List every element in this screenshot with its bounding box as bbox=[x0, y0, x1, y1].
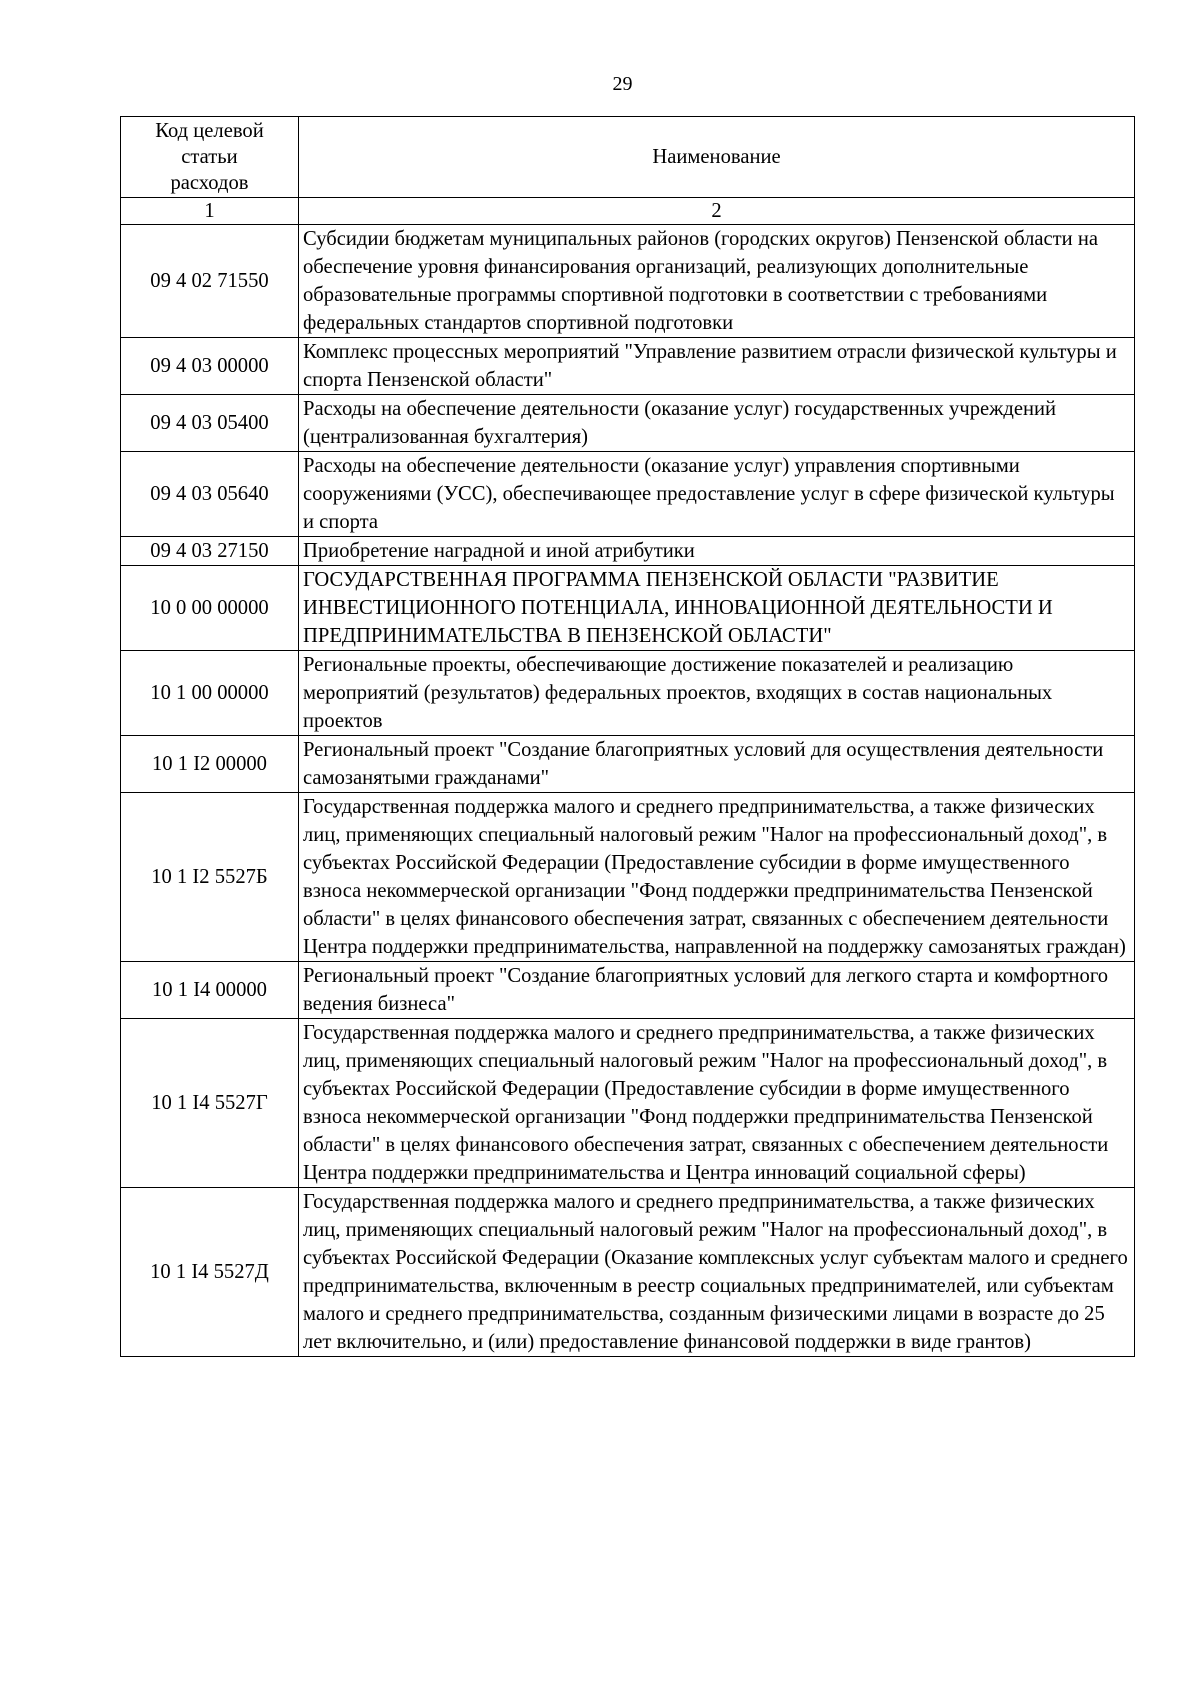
code-cell: 09 4 03 00000 bbox=[121, 338, 299, 395]
page-number: 29 bbox=[612, 73, 633, 95]
name-cell: Государственная поддержка малого и среднего предпринимательства, а также физических лиц, применяющих специальный налоговый режим "Налог на профессиональный доход", в субъектах Российской Федерации (Оказание комплексных услуг субъектам малого и среднего предпринимательства, включенным в реестр социальных предпринимателей, или субъектам малого и среднего предпринимательства, созданным физическими лицами в возрасте до 25 лет включительно, и (или) предоставление финансовой поддержки в виде грантов) bbox=[299, 1188, 1135, 1357]
column-number-1: 1 bbox=[121, 198, 299, 225]
code-cell: 10 1 I2 5527Б bbox=[121, 793, 299, 962]
table-row bbox=[121, 651, 1135, 736]
code-cell: 10 0 00 00000 bbox=[121, 566, 299, 651]
header-code-line: статьи bbox=[181, 146, 238, 168]
code-cell: 10 1 00 00000 bbox=[121, 651, 299, 736]
table-row bbox=[121, 537, 1135, 566]
name-cell: Региональные проекты, обеспечивающие достижение показателей и реализацию мероприятий (результатов) федеральных проектов, входящих в состав национальных проектов bbox=[299, 651, 1135, 736]
code-cell: 09 4 03 27150 bbox=[121, 537, 299, 566]
code-cell: 09 4 02 71550 bbox=[121, 225, 299, 338]
code-cell: 10 1 I4 5527Г bbox=[121, 1019, 299, 1188]
name-cell: Субсидии бюджетам муниципальных районов (городских округов) Пензенской области на обеспечение уровня финансирования организаций, реализующих дополнительные образовательные программы спортивной подготовки в соответствии с требованиями федеральных стандартов спортивной подготовки bbox=[299, 225, 1135, 338]
name-cell: Государственная поддержка малого и среднего предпринимательства, а также физических лиц, применяющих специальный налоговый режим "Налог на профессиональный доход", в субъектах Российской Федерации (Предоставление субсидии в форме имущественного взноса некоммерческой организации "Фонд поддержки предпринимательства Пензенской области" в целях финансового обеспечения затрат, связанных с обеспечением деятельности Центра поддержки предпринимательства, направленной на поддержку самозанятых граждан) bbox=[299, 793, 1135, 962]
code-cell: 10 1 I2 00000 bbox=[121, 736, 299, 793]
name-cell: Региональный проект "Создание благоприятных условий для легкого старта и комфортного ведения бизнеса" bbox=[299, 962, 1135, 1019]
name-cell: Государственная поддержка малого и среднего предпринимательства, а также физических лиц, применяющих специальный налоговый режим "Налог на профессиональный доход", в субъектах Российской Федерации (Предоставление субсидии в форме имущественного взноса некоммерческой организации "Фонд поддержки предпринимательства Пензенской области" в целях финансового обеспечения затрат, связанных с обеспечением деятельности Центра поддержки предпринимательства и Центра инноваций социальной сферы) bbox=[299, 1019, 1135, 1188]
code-cell: 09 4 03 05400 bbox=[121, 395, 299, 452]
name-cell: Расходы на обеспечение деятельности (оказание услуг) государственных учреждений (централизованная бухгалтерия) bbox=[299, 395, 1135, 452]
table-row bbox=[121, 395, 1135, 452]
code-cell: 10 1 I4 5527Д bbox=[121, 1188, 299, 1357]
table-row bbox=[121, 452, 1135, 537]
table-row bbox=[121, 1019, 1135, 1188]
header-name-cell: Наименование bbox=[299, 117, 1135, 198]
table-row bbox=[121, 736, 1135, 793]
budget-classification-table bbox=[120, 116, 1135, 1357]
header-code-line: расходов bbox=[170, 172, 249, 194]
column-number-row bbox=[121, 198, 1135, 225]
column-number-2: 2 bbox=[299, 198, 1135, 225]
table-row bbox=[121, 566, 1135, 651]
table-row bbox=[121, 793, 1135, 962]
table-row bbox=[121, 338, 1135, 395]
name-cell: ГОСУДАРСТВЕННАЯ ПРОГРАММА ПЕНЗЕНСКОЙ ОБЛАСТИ "РАЗВИТИЕ ИНВЕСТИЦИОННОГО ПОТЕНЦИАЛА, ИННОВАЦИОННОЙ ДЕЯТЕЛЬНОСТИ И ПРЕДПРИНИМАТЕЛЬСТВА В ПЕНЗЕНСКОЙ ОБЛАСТИ" bbox=[299, 566, 1135, 651]
name-cell: Расходы на обеспечение деятельности (оказание услуг) управления спортивными сооружениями (УСС), обеспечивающее предоставление услуг в сфере физической культуры и спорта bbox=[299, 452, 1135, 537]
table-header-row bbox=[121, 117, 1135, 198]
code-cell: 09 4 03 05640 bbox=[121, 452, 299, 537]
code-cell: 10 1 I4 00000 bbox=[121, 962, 299, 1019]
name-cell: Комплекс процессных мероприятий "Управление развитием отрасли физической культуры и спорта Пензенской области" bbox=[299, 338, 1135, 395]
table-row bbox=[121, 1188, 1135, 1357]
name-cell: Региональный проект "Создание благоприятных условий для осуществления деятельности самозанятыми гражданами" bbox=[299, 736, 1135, 793]
table-row bbox=[121, 962, 1135, 1019]
header-code-cell bbox=[121, 117, 299, 198]
table-row bbox=[121, 225, 1135, 338]
name-cell: Приобретение наградной и иной атрибутики bbox=[299, 537, 1135, 566]
header-code-line: Код целевой bbox=[155, 120, 264, 142]
